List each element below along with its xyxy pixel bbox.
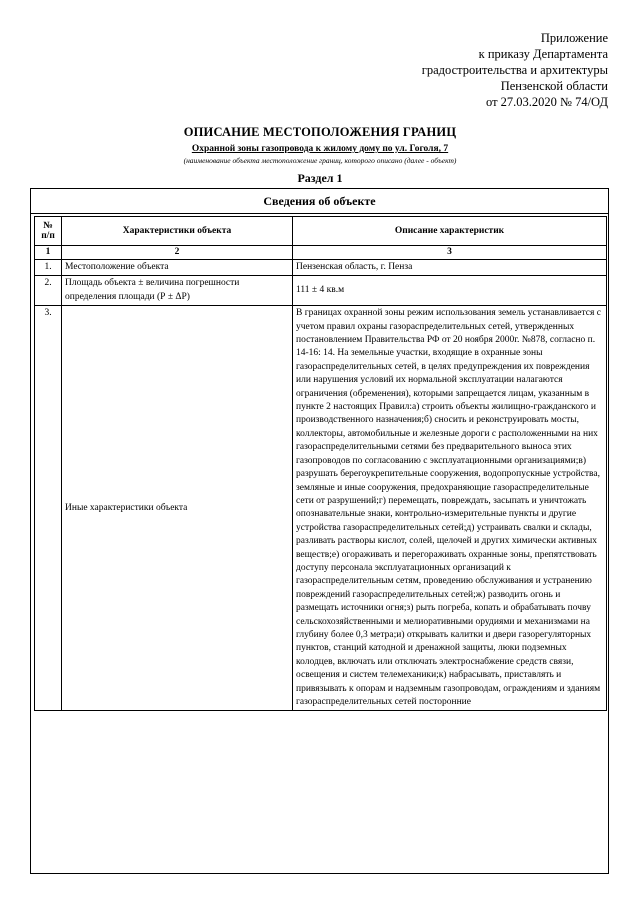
table-index-row <box>35 246 607 260</box>
row-description: Пензенская область, г. Пенза <box>293 260 607 276</box>
row-number: 1. <box>35 260 62 276</box>
header-characteristic: Характеристики объекта <box>62 217 293 246</box>
table-row <box>35 276 607 306</box>
row-description: 111 ± 4 кв.м <box>293 276 607 306</box>
object-name-note: (наименование объекта местоположение границ, которого описано (далее - объект) <box>183 156 457 165</box>
object-info-table <box>30 188 609 874</box>
row-number: 3. <box>35 306 62 711</box>
row-description: В границах охранной зоны режим использования земель устанавливается с учетом правил охраны газораспределительных сетей, утвержденных постановлением Правительства РФ от 20 ноября 2000г. №878, согласно п. 14-16: 14. На земельные участки, входящие в охранные зоны газораспределительных сетей, в целях предупреждения их повреждения или нарушения условий их нормальной эксплуатации налагаются ограничения (обременения), которыми запрещается лицам, указанным в пункте 2 настоящих Правил:а) строить объекты жилищно-гражданского и производственного назначения;б) сносить и реконструировать мосты, коллекторы, автомобильные и железные дороги с расположенными на них газораспределительными сетями без предварительного выноса этих газопроводов по согласованию с эксплуатационными организациями;в) разрушать берегоукрепительные сооружения, водопропускные устройства, земляные и иные сооружения, предохраняющие газораспределительные сети от разрушений;г) перемещать, повреждать, засыпать и уничтожать опознавательные знаки, контрольно-измерительные пункты и другие устройства газораспределительных сетей;д) устраивать свалки и склады, разливать растворы кислот, солей, щелочей и других химически активных веществ;е) огораживать и перегораживать охранные зоны, препятствовать доступу персонала эксплуатационных организаций к газораспределительным сетям, проведению обслуживания и устранению повреждений газораспределительных сетей;ж) разводить огонь и размещать источники огня;з) рыть погреба, копать и обрабатывать почву сельскохозяйственными и мелиоративными орудиями и механизмами на глубину более 0,3 метра;и) открывать калитки и двери газорегуляторных пунктов, станций катодной и дренажной защиты, люки подземных колодцев, включать или отключать электроснабжение средств связи, освещения и систем телемеханики;к) набрасывать, приставлять и привязывать к опорам и надземным газопроводам, ограждениям и зданиям газораспределительных сетей посторонние <box>293 306 607 711</box>
header-line-date-number: от 27.03.2020 № 74/ОД <box>485 95 608 109</box>
table-row <box>35 260 607 276</box>
header-line-order: к приказу Департамента <box>478 47 608 61</box>
approval-header <box>422 30 608 110</box>
table-row <box>35 306 607 711</box>
row-characteristic: Иные характеристики объекта <box>62 306 293 711</box>
row-characteristic: Площадь объекта ± величина погрешности определения площади (Р ± ΔР) <box>62 276 293 306</box>
header-line-department: градостроительства и архитектуры <box>421 63 608 77</box>
header-line-region: Пензенской области <box>500 79 608 93</box>
table-header-row <box>35 217 607 246</box>
row-number: 2. <box>35 276 62 306</box>
header-line-appendix: Приложение <box>540 31 608 45</box>
object-name: Охранной зоны газопровода к жилому дому по ул. Гоголя, 7 <box>191 144 449 154</box>
characteristics-table <box>34 216 607 711</box>
index-cell: 1 <box>35 246 62 260</box>
index-cell: 3 <box>293 246 607 260</box>
section-title: Раздел 1 <box>297 171 343 185</box>
table-caption: Сведения об объекте <box>31 189 608 214</box>
header-number: № п/п <box>35 217 62 246</box>
header-description: Описание характеристик <box>293 217 607 246</box>
row-characteristic: Местоположение объекта <box>62 260 293 276</box>
index-cell: 2 <box>62 246 293 260</box>
document-title: ОПИСАНИЕ МЕСТОПОЛОЖЕНИЯ ГРАНИЦ <box>183 125 457 139</box>
